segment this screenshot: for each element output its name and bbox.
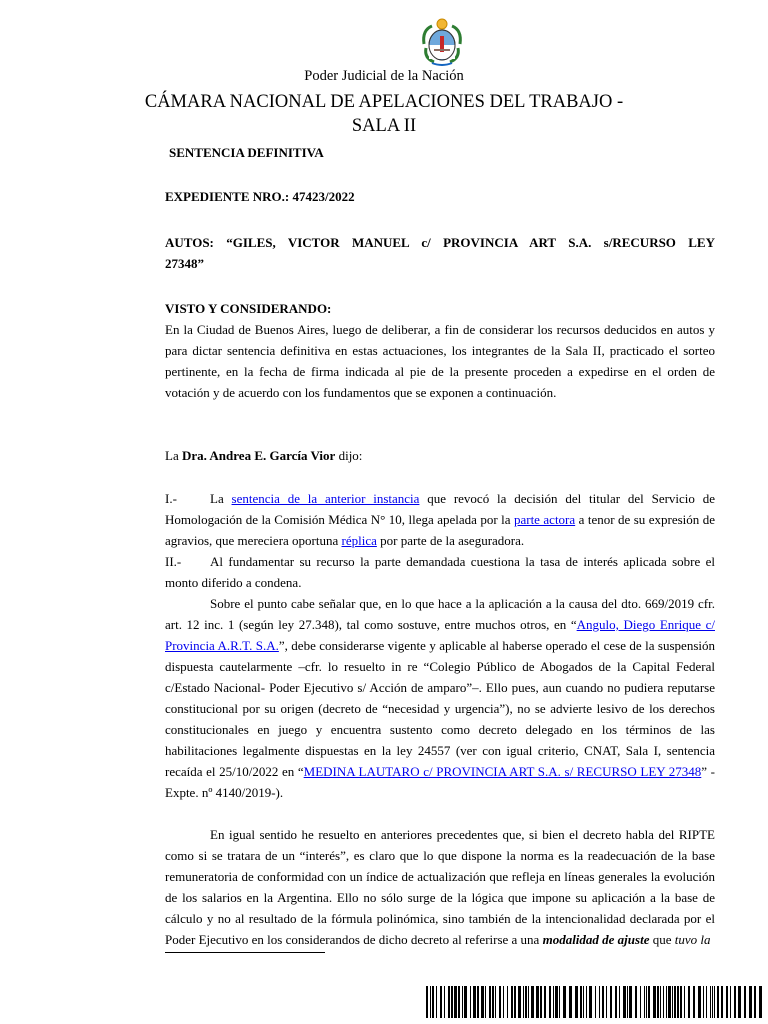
paragraph-1-number: I.- bbox=[165, 491, 177, 506]
barcode-bar bbox=[627, 986, 628, 1018]
barcode-bar bbox=[544, 986, 546, 1018]
barcode-bar bbox=[444, 986, 445, 1018]
barcode-bar bbox=[712, 986, 713, 1018]
barcode-bar bbox=[721, 986, 723, 1018]
barcode-bar bbox=[549, 986, 551, 1018]
chamber-title-line2: SALA II bbox=[351, 116, 417, 136]
barcode-bar bbox=[426, 986, 428, 1018]
case-number: EXPEDIENTE NRO.: 47423/2022 bbox=[165, 189, 355, 204]
barcode-bar bbox=[629, 986, 632, 1018]
barcode-bar bbox=[657, 986, 659, 1018]
barcode-bar bbox=[706, 986, 707, 1018]
paragraph-3-text-b: ”, debe considerarse vigente y aplicable al haberse operado el cese de la suspensión dispuesta cautelarmente –cfr. lo resuelto in re “Colegio Público de Abogados de la Capital Federal c/Estado Nacional- Poder Ejecutivo s/ Acción de amparo”–. Ello pues, aun cuando no pudiera reputarse constitucional por su origen (decreto de “necesidad y urgencia”), no se advierte lesivo de los derechos constitucionales en juego y encuentra sustento como decreto delegado en los términos de las habilitaciones legalmente dispuestas en la ley 24557 (ver con igual criterio, CNAT, Sala I, sentencia recaída el 25/10/2022 en “ bbox=[165, 638, 715, 779]
judge-line bbox=[165, 445, 715, 466]
barcode-bar bbox=[666, 986, 667, 1018]
paragraph-1 bbox=[165, 488, 715, 551]
footnote-separator bbox=[165, 952, 325, 953]
barcode-bar bbox=[528, 986, 529, 1018]
barcode-bar bbox=[436, 986, 437, 1018]
barcode-bar bbox=[563, 986, 566, 1018]
barcode-bar bbox=[430, 986, 431, 1018]
barcode-bar bbox=[644, 986, 645, 1018]
barcode-bar bbox=[523, 986, 524, 1018]
barcode-bar bbox=[555, 986, 558, 1018]
barcode-bar bbox=[688, 986, 690, 1018]
judge-post: dijo: bbox=[335, 448, 363, 463]
judge-pre: La bbox=[165, 448, 182, 463]
paragraph-1-text-a: La bbox=[210, 491, 232, 506]
barcode-bar bbox=[583, 986, 584, 1018]
paragraph-2 bbox=[165, 551, 715, 593]
link-angulo-case[interactable]: Angulo, Diego Enrique c/ Provincia A.R.T. S.A. bbox=[165, 617, 715, 653]
barcode-bar bbox=[473, 986, 476, 1018]
barcode-bar bbox=[684, 986, 685, 1018]
barcode-bar bbox=[734, 986, 736, 1018]
barcode-bar bbox=[672, 986, 673, 1018]
barcode-bar bbox=[575, 986, 578, 1018]
barcode-bar bbox=[495, 986, 496, 1018]
barcode-bar bbox=[451, 986, 453, 1018]
barcode-bar bbox=[464, 986, 467, 1018]
barcode-bar bbox=[503, 986, 504, 1018]
paragraph-2-number: II.- bbox=[165, 554, 182, 569]
barcode-bar bbox=[615, 986, 617, 1018]
paragraph-3 bbox=[165, 593, 715, 803]
barcode-bar bbox=[640, 986, 641, 1018]
intro-paragraph: En la Ciudad de Buenos Aires, luego de deliberar, a fin de considerar los recursos deducidos en autos y para dictar sentencia definitiva en estas actuaciones, los integrantes de la Sala II, practicado el sorteo pertinente, en la fecha de firma indicada al pie de la presente proceden a expedirse en el orden de votación y de acuerdo con los fundamentos que se exponen a continuación. bbox=[165, 322, 715, 400]
barcode-bar bbox=[458, 986, 460, 1018]
paragraph-2-text: Al fundamentar su recurso la parte demandada cuestiona la tasa de interés aplicada sobre el monto diferido a condena. bbox=[165, 554, 715, 590]
barcode-bar bbox=[448, 986, 450, 1018]
barcode-bar bbox=[677, 986, 679, 1018]
case-caption bbox=[165, 232, 715, 274]
barcode-bar bbox=[477, 986, 479, 1018]
barcode-bar bbox=[648, 986, 650, 1018]
case-caption-line1: AUTOS: “GILES, VICTOR MANUEL c/ PROVINCIA ART S.A. s/RECURSO LEY bbox=[165, 235, 715, 250]
barcode-bar bbox=[646, 986, 647, 1018]
barcode-bar bbox=[553, 986, 554, 1018]
barcode-bar bbox=[749, 986, 752, 1018]
barcode-bar bbox=[462, 986, 463, 1018]
coat-of-arms-icon bbox=[418, 14, 466, 66]
link-prior-sentence[interactable]: sentencia de la anterior instancia bbox=[231, 491, 420, 506]
paragraph-1-text-d: por parte de la aseguradora. bbox=[376, 533, 525, 548]
paragraph-4 bbox=[165, 824, 715, 950]
barcode-bar bbox=[536, 986, 539, 1018]
barcode-bar bbox=[668, 986, 671, 1018]
barcode-bar bbox=[499, 986, 501, 1018]
barcode-bar bbox=[525, 986, 527, 1018]
judge-name: Dra. Andrea E. García Vior bbox=[181, 448, 336, 463]
barcode-bar bbox=[680, 986, 682, 1018]
chamber-title bbox=[0, 90, 768, 138]
barcode-bar bbox=[610, 986, 612, 1018]
section-heading: VISTO Y CONSIDERANDO: bbox=[165, 301, 332, 316]
barcode-bar bbox=[470, 986, 471, 1018]
barcode-bar bbox=[714, 986, 715, 1018]
barcode-bar bbox=[507, 986, 508, 1018]
link-replica[interactable]: réplica bbox=[341, 533, 377, 548]
paragraph-1-text-c: a tenor de su expresión de agravios, que mereciera oportuna bbox=[165, 512, 716, 548]
barcode-bar bbox=[518, 986, 521, 1018]
barcode-bar bbox=[653, 986, 656, 1018]
barcode-bar bbox=[440, 986, 442, 1018]
barcode-bar bbox=[698, 986, 701, 1018]
barcode-bar bbox=[663, 986, 664, 1018]
paragraph-1-text-b: que revocó la decisión del titular del Servicio de Homologación de la Comisión Médica N° 10, llega apelada por la bbox=[165, 491, 715, 527]
barcode-bar bbox=[726, 986, 728, 1018]
barcode-bar bbox=[481, 986, 484, 1018]
barcode-bar bbox=[744, 986, 746, 1018]
barcode-bar bbox=[619, 986, 620, 1018]
barcode-bar bbox=[738, 986, 741, 1018]
chamber-title-line1: CÁMARA NACIONAL DE APELACIONES DEL TRABAJO - bbox=[144, 92, 624, 112]
institution-name: Poder Judicial de la Nación bbox=[304, 68, 464, 84]
barcode-bar bbox=[595, 986, 596, 1018]
barcode-bar bbox=[569, 986, 572, 1018]
barcode-bar bbox=[586, 986, 587, 1018]
link-medina-case[interactable]: MEDINA LAUTARO c/ PROVINCIA ART S.A. s/ RECURSO LEY 27348 bbox=[303, 764, 702, 779]
barcode-bar bbox=[703, 986, 704, 1018]
barcode-bar bbox=[432, 986, 434, 1018]
barcode-bar bbox=[623, 986, 626, 1018]
barcode-bar bbox=[710, 986, 711, 1018]
barcode-bar bbox=[717, 986, 719, 1018]
barcode-bar bbox=[485, 986, 486, 1018]
paragraph-4-italic: tuvo la bbox=[674, 932, 711, 947]
barcode-bar bbox=[674, 986, 676, 1018]
barcode-bar bbox=[511, 986, 513, 1018]
paragraph-4-text-a: En igual sentido he resuelto en anteriores precedentes que, si bien el decreto habla del RIPTE como si se tratara de un “interés”, es claro que lo que dispone la norma es la readecuación de la base remuneratoria de conformidad con un índice de actualización que refleja en líneas generales la evolución de los salarios en la Argentina. Ello no sólo surge de la lógica que impone su aplicación a la base de cálculo y no al resultado de la fórmula polinómica, sino también de la intencionalidad declarada por el Poder Ejecutivo en los considerandos de dicho decreto al referirse a una bbox=[165, 827, 715, 947]
barcode-bar bbox=[531, 986, 534, 1018]
barcode-bar bbox=[514, 986, 516, 1018]
barcode-bar bbox=[559, 986, 560, 1018]
barcode-bar bbox=[635, 986, 637, 1018]
barcode-bar bbox=[492, 986, 494, 1018]
barcode-bar bbox=[599, 986, 600, 1018]
paragraph-4-text-b: que bbox=[649, 932, 675, 947]
paragraph-3-text-c: ” - Expte. nº 4140/2019-). bbox=[165, 764, 715, 800]
barcode-bar bbox=[660, 986, 661, 1018]
barcode-bar bbox=[540, 986, 542, 1018]
barcode-bar bbox=[602, 986, 604, 1018]
barcode-bar bbox=[693, 986, 695, 1018]
paragraph-4-emphasis: modalidad de ajuste bbox=[542, 932, 650, 947]
barcode-bar bbox=[606, 986, 607, 1018]
case-caption-line2: 27348” bbox=[165, 256, 204, 271]
barcode-bar bbox=[580, 986, 582, 1018]
paragraph-3-text-a: Sobre el punto cabe señalar que, en lo que hace a la aplicación a la causa del dto. 669/2019 cfr. art. 12 inc. 1 (según ley 27.348), tal como sostuve, entre muchos otros, en “ bbox=[165, 596, 715, 632]
barcode-bar bbox=[730, 986, 731, 1018]
barcode-bar bbox=[489, 986, 491, 1018]
document-type: SENTENCIA DEFINITIVA bbox=[169, 145, 324, 160]
barcode-bar bbox=[454, 986, 457, 1018]
barcode-bar bbox=[589, 986, 592, 1018]
barcode-bar bbox=[754, 986, 756, 1018]
barcode-bar bbox=[759, 986, 762, 1018]
barcode-icon bbox=[426, 986, 762, 1018]
link-parte-actora[interactable]: parte actora bbox=[513, 512, 576, 527]
